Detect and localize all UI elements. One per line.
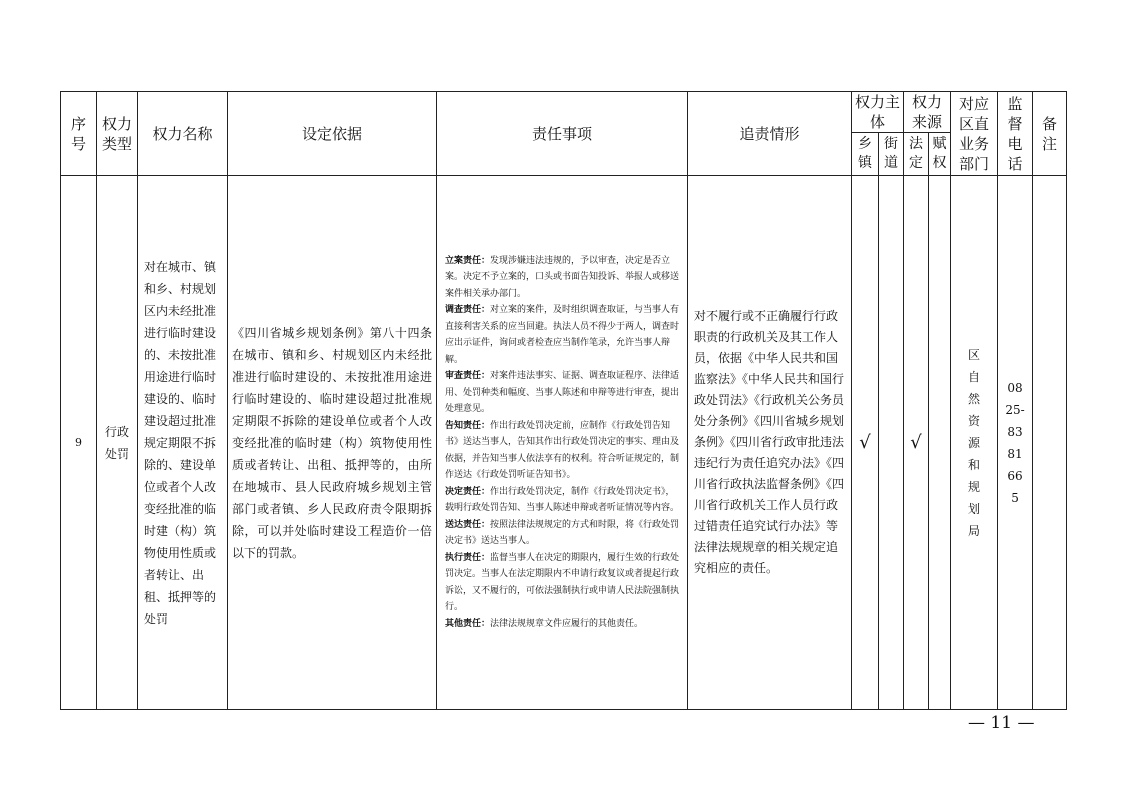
cell-source-granted <box>929 176 951 710</box>
header-dept: 对应区直业务部门 <box>951 92 998 176</box>
header-source-granted: 赋权 <box>929 133 951 176</box>
responsibility-text: 作出行政处罚决定，制作《行政处罚决定书》，载明行政处罚告知、当事人陈述申辩或者听证情况等内容。 <box>445 486 680 514</box>
responsibility-label: 其他责任： <box>445 618 491 629</box>
cell-accountability: 对不履行或不正确履行行政职责的行政机关及其工作人员，依据《中华人民共和国监察法》《中华人民共和国行政处罚法》《行政机关公务员处分条例》《四川省城乡规划条例》《四川省行政审批违法违纪行为责任追究办法》《四川省行政执法监督条例》《四川省行政机关工作人员行政过错责任追究试行办法》等法律法规规章的相关规定追究相应的责任。 <box>688 176 852 710</box>
responsibility-item <box>445 484 681 517</box>
cell-subject-street <box>879 176 904 710</box>
table-row <box>61 176 1067 710</box>
responsibility-label: 审查责任： <box>445 371 491 382</box>
header-remarks: 备注 <box>1033 92 1067 176</box>
responsibility-text: 发现涉嫌违法违规的，予以审查，决定是否立案。决定不予立案的，口头或书面告知投诉、举报人或移送案件相关承办部门。 <box>445 255 680 299</box>
responsibility-text: 作出行政处罚决定前，应制作《行政处罚告知书》送达当事人，告知其作出行政处罚决定的事实、理由及依据，并告知当事人依法享有的权利。符合听证规定的，制作送达《行政处罚听证告知书》。 <box>445 420 680 481</box>
header-seq: 序号 <box>61 92 97 176</box>
cell-power-name: 对在城市、镇和乡、村规划区内未经批准进行临时建设的、未按批准用途进行临时建设的、临时建设超过批准规定期限不拆除的、建设单位或者个人改变经批准的临时建（构）筑物使用性质或者转让、出租、抵押等的处罚 <box>138 176 228 710</box>
responsibility-list <box>445 253 681 633</box>
responsibility-label: 执行责任： <box>445 552 491 563</box>
cell-subject-town: √ <box>852 176 879 710</box>
header-row-top <box>61 92 1067 133</box>
cell-remarks <box>1033 176 1067 710</box>
cell-basis: 《四川省城乡规划条例》第八十四条在城市、镇和乡、村规划区内未经批准进行临时建设的、未按批准用途进行临时建设的、临时建设超过批准规定期限不拆除的建设单位或者个人改变经批准的临时建（构）筑物使用性质或者转让、出租、抵押等的，由所在地城市、县人民政府城乡规划主管部门或者镇、乡人民政府责令限期拆除，可以并处临时建设工程造价一倍以下的罚款。 <box>228 176 437 710</box>
responsibility-item <box>445 253 681 303</box>
cell-phone: 0825-8381665 <box>998 176 1033 710</box>
responsibility-item <box>445 418 681 484</box>
cell-seq: 9 <box>61 176 97 710</box>
responsibility-label: 送达责任： <box>445 519 491 530</box>
responsibility-item <box>445 517 681 550</box>
responsibility-item <box>445 616 681 633</box>
cell-power-type: 行政处罚 <box>97 176 138 710</box>
page-number: — 11 — <box>968 713 1035 733</box>
header-subject-street: 街道 <box>879 133 904 176</box>
power-list-table <box>60 91 1067 710</box>
responsibility-text: 监督当事人在决定的期限内，履行生效的行政处罚决定。当事人在法定期限内不申请行政复议或者提起行政诉讼，又不履行的，可依法强制执行或申请人民法院强制执行。 <box>445 552 680 613</box>
header-subject: 权力主体 <box>852 92 904 133</box>
responsibility-item <box>445 368 681 418</box>
header-responsibility: 责任事项 <box>437 92 688 176</box>
responsibility-item <box>445 550 681 616</box>
responsibility-text: 对立案的案件，及时组织调查取证，与当事人有直接利害关系的应当回避。执法人员不得少于两人，调查时应出示证件，询问或者检查应当制作笔录，允许当事人辩解。 <box>445 305 680 365</box>
responsibility-text: 对案件违法事实、证据、调查取证程序、法律适用、处罚种类和幅度、当事人陈述和申辩等进行审查，提出处理意见。 <box>445 371 680 415</box>
header-accountability: 追责情形 <box>688 92 852 176</box>
header-subject-town: 乡镇 <box>852 133 879 176</box>
responsibility-label: 立案责任： <box>445 255 491 266</box>
header-source-legal: 法定 <box>904 133 929 176</box>
responsibility-label: 调查责任： <box>445 305 491 316</box>
responsibility-text: 法律法规规章文件应履行的其他责任。 <box>490 618 644 629</box>
header-phone: 监督电话 <box>998 92 1033 176</box>
responsibility-text: 按照法律法规规定的方式和时限，将《行政处罚决定书》送达当事人。 <box>445 519 680 547</box>
responsibility-label: 告知责任： <box>445 420 491 431</box>
responsibility-label: 决定责任： <box>445 486 491 497</box>
cell-source-legal: √ <box>904 176 929 710</box>
header-basis: 设定依据 <box>228 92 437 176</box>
header-source: 权力来源 <box>904 92 951 133</box>
cell-dept: 区自然资源和规划局 <box>951 176 998 710</box>
cell-responsibility <box>437 176 688 710</box>
header-power-type: 权力类型 <box>97 92 138 176</box>
responsibility-item <box>445 302 681 368</box>
header-power-name: 权力名称 <box>138 92 228 176</box>
